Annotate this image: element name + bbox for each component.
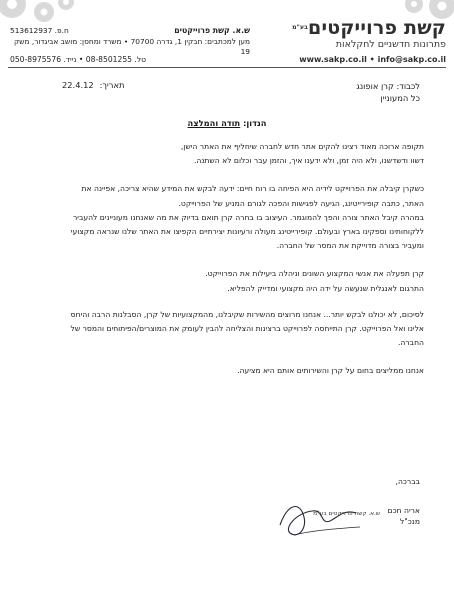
brand-name: קשת פרוייקטים [308,17,446,39]
paragraph [30,140,424,168]
handwritten-signature [260,495,380,550]
date-label: תאריך: [99,80,125,90]
letter-subject [0,118,454,128]
letter-body [30,140,424,393]
letter-date [56,80,124,90]
header-divider [8,67,446,68]
paragraph-line: ללקוחותינו וספקינו בארץ ובעולם. קופירייטינג מעולה ורעיונות יצירתיים הקפיצו את האתר שלנו שנראה מקצועי [70,227,424,237]
letter-closing: בברכה, [395,477,420,486]
signer-title: מנכ"ל [399,517,420,526]
paragraph [30,308,424,351]
paragraph [30,364,424,378]
paragraph-line: כשקרן קיבלה את הפרוייקט לידיה היא הפיחה בו רוח חיים: ידעה לבקש את המידע שהיא צריכה, אפיינה את [81,184,424,194]
paragraph-line: אלינו ואל הפרוייקט. קרן התייחסה לפרוייקט ברצינות והצליחה להבין לעומק את המוצרים/הפיתוחים והמסר של [70,324,424,334]
subject-text: תודה והמלצה [187,118,241,128]
addressee-to: לכבוד: קרן אופונג [356,81,420,91]
paragraph-line: קרן תפעלה את אנשי המקצוע השונים וניהלה ביעילות את הפרוייקט. [205,269,424,279]
paragraph-line: אנחנו ממליצים בחום על קרן והשירותים אותם היא מציעה. [237,366,424,376]
paragraph-line: תקופה ארוכה מאוד רצינו להקים אתר חדש לחברה שיחליף את האתר הישן, [180,142,424,151]
paragraph [30,182,424,253]
company-stamp: ש.א. קשת פרוייקטים בע"מ [313,511,380,517]
brand-ltd: בע"מ [292,24,309,31]
paragraph-line: החברה. [398,338,424,348]
paragraph-line: האתר, כתבה קופירייטינג, הגיעה לפגישות והפכה לגורם המניע של הפרוייקט. [178,198,424,208]
company-address: מען למכתבים: חבקין 1, גדרה 70700 • משרד ומחסן: מושב אביגדור, משק 19 [14,36,250,56]
company-name: ש.א. קשת פרוייקטים [174,26,250,35]
company-web-email: www.sakp.co.il • info@sakp.co.il [299,55,446,64]
paragraph-line: דשוו ודשדשנו, ולא היה זמן, ולא ידענו איך, והזמן עבר וכלום לא השתנה. [193,156,424,166]
paragraph-line: במהרה קיבל האתר צורה והפך להמוגמר. העיצוב בו בחרה קרן תואם בדיוק את מה שאנחנו מעוניינים להעביר [72,212,424,222]
paragraph [30,267,424,295]
signer-name: אריה חכם [387,506,420,515]
addressee-block [356,80,420,104]
addressee-line2: כל המעוניין [380,93,420,103]
paragraph-line: ומעביר בצורה מדוייקת את המסר של החברה. [276,241,424,251]
subject-label: הנדון: [243,118,267,128]
paragraph-line: לסיכום, לא יכולנו לבקש יותר... אנחנו מרוצים מהשירות שקיבלנו, מהמקצועיות של קרן, הסבלנות הרבה והיחס [70,309,424,319]
letterhead [0,0,454,72]
company-registration: ח.פ. 513612937 [10,26,69,35]
company-details [10,26,250,58]
signer-block [388,505,420,527]
brand-logo [281,18,446,50]
paragraph-line: התרגום לאנגלית שנעשה על ידה היה מקצועי ומדייק להפליא. [227,283,424,293]
date-value: 22.4.12 [62,80,94,90]
brand-tagline: פתרונות חדשניים לחקלאות [335,39,446,50]
company-phones: טל. 08-8501255 • נייד. 050-8975576 [10,55,147,64]
